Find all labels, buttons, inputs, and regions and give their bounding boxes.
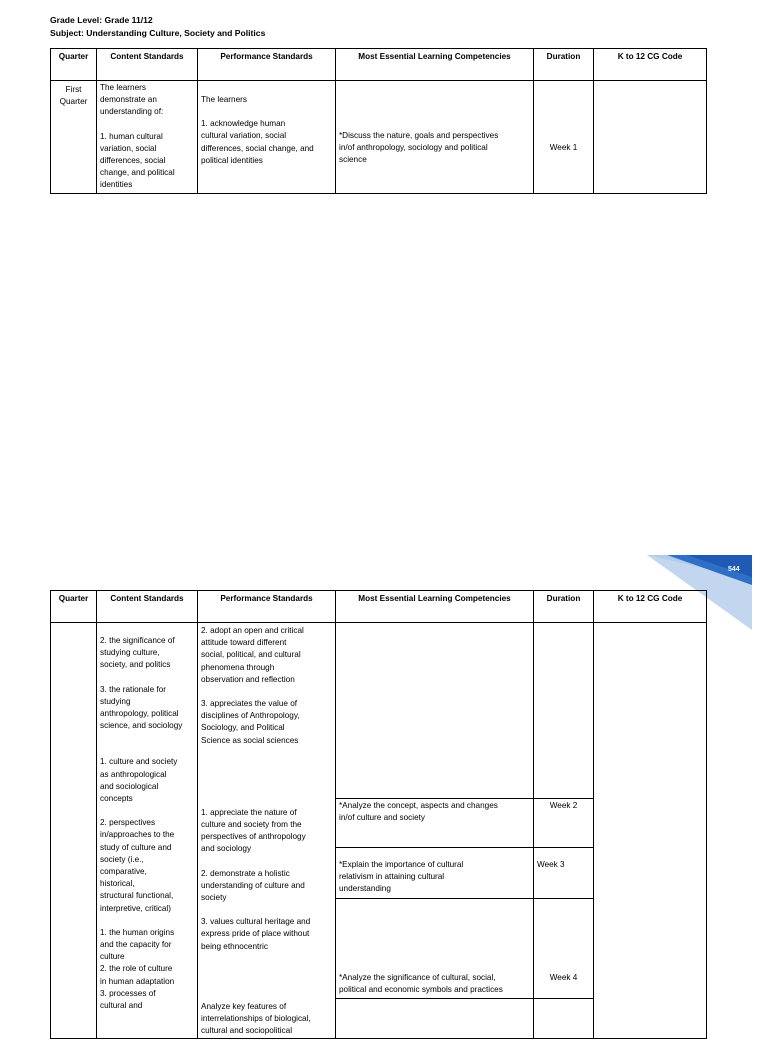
competency-cell: [336, 81, 534, 194]
duration-cell-empty: [534, 623, 594, 799]
col-duration: Duration: [534, 591, 594, 623]
cg-code-cell: [594, 81, 707, 194]
text-line: [201, 795, 332, 807]
text-line: in/of anthropology, sociology and political: [339, 143, 488, 153]
competency-cell-empty: [336, 623, 534, 799]
text-line: identities: [100, 180, 133, 190]
text-line: 1. culture and society: [100, 757, 178, 767]
text-line: 1. appreciate the nature of: [201, 807, 297, 817]
col-performance-standards: Performance Standards: [198, 591, 336, 623]
col-content-standards: Content Standards: [97, 49, 198, 81]
table-row: [51, 81, 707, 194]
text-line: 1. human cultural: [100, 131, 163, 141]
text-line: 1. the human origins: [100, 927, 175, 937]
performance-standards-cell: [198, 81, 336, 194]
col-quarter: Quarter: [51, 49, 97, 81]
duration-cell: Week 4: [534, 898, 594, 998]
header-row: [51, 591, 707, 623]
text-line: and the capacity for: [100, 940, 172, 950]
text-line: and sociology: [201, 844, 252, 854]
text-line: [201, 747, 332, 759]
text-line: historical,: [100, 879, 135, 889]
col-duration: Duration: [534, 49, 594, 81]
text-line: [201, 953, 332, 965]
col-performance-standards: Performance Standards: [198, 49, 336, 81]
competency-cell: [336, 847, 534, 898]
quarter-cell: [51, 623, 97, 1039]
col-content-standards: Content Standards: [97, 591, 198, 623]
text-line: [201, 759, 332, 771]
table-row: [51, 623, 707, 799]
text-line: [100, 915, 194, 927]
competency-cell-empty: [336, 998, 534, 1039]
text-line: relativism in attaining cultural: [339, 871, 445, 881]
text-line: society (i.e.,: [100, 854, 144, 864]
text-line: society: [201, 893, 227, 903]
text-line: interrelationships of biological,: [201, 1014, 311, 1024]
text-line: differences, social: [100, 156, 166, 166]
text-line: [201, 783, 332, 795]
text-line: cultural and: [100, 1001, 143, 1011]
text-line: observation and reflection: [201, 674, 295, 684]
text-line: understanding of culture and: [201, 880, 305, 890]
text-line: [100, 732, 194, 744]
duration-cell: Week 2: [534, 798, 594, 847]
grade-level: Grade Level: Grade 11/12: [50, 15, 153, 25]
text-line: in/of culture and society: [339, 812, 426, 822]
text-line: [201, 904, 332, 916]
col-cg-code: K to 12 CG Code: [594, 49, 707, 81]
text-line: Science as social sciences: [201, 735, 299, 745]
text-line: cultural and sociopolitical: [201, 1026, 293, 1036]
competency-cell: [336, 798, 534, 847]
duration-cell: Week 1: [534, 81, 594, 194]
text-line: attitude toward different: [201, 638, 287, 648]
subject: Subject: Understanding Culture, Society and Politics: [50, 28, 266, 38]
text-line: as anthropological: [100, 769, 167, 779]
col-melc: Most Essential Learning Competencies: [336, 49, 534, 81]
text-line: understanding of:: [100, 107, 164, 117]
curriculum-table-2: [50, 590, 707, 1039]
text-line: [100, 744, 194, 756]
col-quarter: Quarter: [51, 591, 97, 623]
text-line: perspectives of anthropology: [201, 832, 306, 842]
text-line: 2. perspectives: [100, 818, 156, 828]
text-line: political and economic symbols and practices: [339, 984, 503, 994]
text-line: 3. the rationale for: [100, 684, 166, 694]
text-line: *Analyze the significance of cultural, social,: [339, 972, 496, 982]
text-line: political identities: [201, 155, 263, 165]
text-line: 2. adopt an open and critical: [201, 626, 304, 635]
text-line: phenomena through: [201, 662, 275, 672]
text-line: [201, 686, 332, 698]
text-line: and sociological: [100, 781, 159, 791]
text-line: [201, 977, 332, 989]
text-line: study of culture and: [100, 842, 172, 852]
text-line: culture: [100, 952, 125, 962]
text-line: 1. acknowledge human: [201, 119, 286, 129]
curriculum-table-1: [50, 48, 707, 194]
text-line: [100, 672, 194, 684]
col-melc: Most Essential Learning Competencies: [336, 591, 534, 623]
text-line: [201, 965, 332, 977]
text-line: in human adaptation: [100, 976, 175, 986]
text-line: Analyze key features of: [201, 1001, 287, 1011]
text-line: express pride of place without: [201, 929, 310, 939]
text-line: change, and political: [100, 168, 175, 178]
text-line: understanding: [339, 883, 391, 893]
text-line: *Explain the importance of cultural: [339, 859, 464, 869]
text-line: [201, 106, 332, 118]
text-line: differences, social change, and: [201, 143, 314, 153]
text-line: comparative,: [100, 867, 147, 877]
text-line: [100, 805, 194, 817]
text-line: The learners: [100, 83, 146, 92]
text-line: *Discuss the nature, goals and perspectives: [339, 131, 499, 140]
text-line: anthropology, political: [100, 709, 179, 719]
text-line: society, and politics: [100, 660, 171, 670]
content-standards-cell: [97, 623, 198, 1039]
text-line: interpretive, critical): [100, 903, 171, 913]
text-line: concepts: [100, 794, 133, 804]
performance-standards-cell: [198, 623, 336, 1039]
text-line: [201, 771, 332, 783]
text-line: science, and sociology: [100, 721, 183, 731]
text-line: culture and society from the: [201, 820, 302, 830]
text-line: 3. processes of: [100, 988, 156, 998]
text-line: 2. the role of culture: [100, 964, 173, 974]
text-line: [201, 989, 332, 1001]
text-line: demonstrate an: [100, 95, 157, 105]
text-line: *Analyze the concept, aspects and changes: [339, 800, 498, 810]
text-line: studying culture,: [100, 648, 160, 658]
text-line: studying: [100, 696, 131, 706]
text-line: 3. values cultural heritage and: [201, 917, 311, 927]
cg-code-cell: [594, 623, 707, 1039]
text-line: 2. demonstrate a holistic: [201, 868, 290, 878]
header-row: [51, 49, 707, 81]
text-line: [201, 856, 332, 868]
text-line: disciplines of Anthropology,: [201, 711, 300, 721]
text-line: in/approaches to the: [100, 830, 175, 840]
text-line: 2. the significance of: [100, 636, 175, 645]
content-standards-cell: [97, 81, 198, 194]
duration-cell-empty: [534, 998, 594, 1039]
text-line: 3. appreciates the value of: [201, 699, 298, 709]
text-line: being ethnocentric: [201, 941, 268, 951]
competency-cell: [336, 898, 534, 998]
text-line: [100, 119, 194, 131]
text-line: The learners: [201, 95, 247, 104]
text-line: social, political, and cultural: [201, 650, 301, 660]
text-line: Sociology, and Political: [201, 723, 285, 733]
quarter-cell: First Quarter: [51, 81, 97, 194]
text-line: science: [339, 155, 367, 165]
duration-cell: Week 3: [534, 847, 594, 898]
col-cg-code: K to 12 CG Code: [594, 591, 707, 623]
text-line: structural functional,: [100, 891, 174, 901]
page-number: 544: [728, 566, 740, 573]
text-line: cultural variation, social: [201, 131, 287, 141]
text-line: variation, social: [100, 143, 157, 153]
